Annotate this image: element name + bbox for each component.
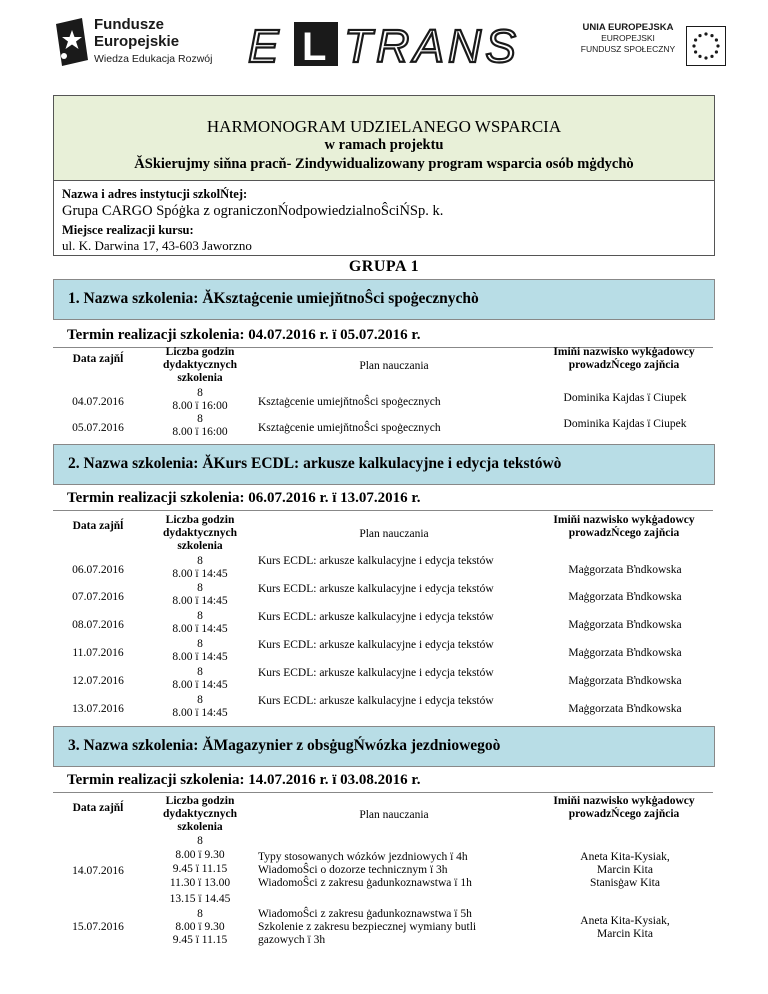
- section-name: 3. Nazwa szkolenia: ĂMagazynier z obsġugŃwózka jezdniowegoò: [68, 737, 501, 754]
- row-trainer: Maġgorzata Bŉdkowska: [568, 564, 682, 576]
- row-plan: Ksztaġcenie umiejňtnoŜci spoġecznych: [258, 396, 441, 408]
- row-date: 12.07.2016: [72, 675, 124, 687]
- row-plan: WiadomoŜci z zakresu ġadunkoznawstwa ï 1h: [258, 877, 472, 889]
- row-date: 11.07.2016: [72, 647, 124, 659]
- fe-text: [94, 16, 212, 66]
- row-date: 06.07.2016: [72, 564, 124, 576]
- header-date: Data zajňĺ: [72, 520, 124, 532]
- row-time: 8.00 ï 9.30: [175, 849, 225, 861]
- row-hours: 8: [197, 387, 203, 399]
- place-label: Miejsce realizacji kursu:: [62, 223, 194, 237]
- row-time: 8.00 ï 16:00: [172, 400, 228, 412]
- row-hours: 8: [197, 908, 203, 920]
- place-value: ul. K. Darwina 17, 43-603 Jaworzno: [62, 238, 252, 253]
- divider: [53, 792, 713, 793]
- fe-line2: Europejskie: [94, 33, 180, 50]
- row-time: 8.00 ï 14:45: [172, 707, 228, 719]
- row-hours: 8: [197, 694, 203, 706]
- eltrans-logo: [244, 18, 534, 70]
- row-hours: 8: [197, 638, 203, 650]
- header-plan: Plan nauczania: [359, 809, 429, 821]
- institution-value: Grupa CARGO Spóġka z ograniczonŃodpowiedzialnoŜciŃSp. k.: [62, 203, 444, 219]
- row-trainer: Maġgorzata Bŉdkowska: [568, 591, 682, 603]
- header-trainer: Imiňi nazwisko wykġadowcy prowadzŃcego zajňcia: [553, 346, 695, 371]
- row-plan: gazowych ï 3h: [258, 934, 326, 946]
- fundusze-europejskie-logo: [52, 16, 222, 72]
- svg-text:L: L: [302, 25, 327, 69]
- fe-line3: Wiedza Edukacja Rozwój: [94, 53, 213, 65]
- row-trainer: Dominika Kajdas ï Ciupek: [563, 392, 687, 404]
- row-hours: 8: [197, 610, 203, 622]
- divider: [53, 510, 713, 511]
- row-plan: Kurs ECDL: arkusze kalkulacyjne i edycja tekstów: [258, 583, 494, 595]
- fe-star-icon: [52, 16, 90, 68]
- row-time: 8.00 ï 14:45: [172, 568, 228, 580]
- page-title: HARMONOGRAM UDZIELANEGO WSPARCIA: [206, 117, 562, 136]
- row-trainer: Marcin Kita: [597, 864, 653, 876]
- header-date: Data zajňĺ: [72, 802, 124, 814]
- row-time: 8.00 ï 14:45: [172, 679, 228, 691]
- svg-text:E: E: [248, 20, 281, 70]
- row-time: 11.30 ï 13.00: [169, 877, 231, 889]
- header-plan: Plan nauczania: [359, 360, 429, 372]
- logo-bar: [0, 0, 768, 92]
- ue-logo: [574, 22, 734, 68]
- row-time: 8.00 ï 14:45: [172, 623, 228, 635]
- row-date: 04.07.2016: [72, 396, 124, 408]
- row-date: 13.07.2016: [72, 703, 124, 715]
- row-hours: 8: [197, 413, 203, 425]
- page-subtitle: w ramach projektu: [324, 137, 444, 153]
- section-name: 2. Nazwa szkolenia: ĂKurs ECDL: arkusze kalkulacyjne i edycja tekstówò: [68, 455, 562, 472]
- header-hours: Liczba godzin dydaktycznych szkolenia: [162, 514, 238, 552]
- row-plan: WiadomoŜci z zakresu ġadunkoznawstwa ï 5h: [258, 908, 472, 920]
- row-trainer: Maġgorzata Bŉdkowska: [568, 675, 682, 687]
- row-hours: 8: [197, 582, 203, 594]
- section-term: Termin realizacji szkolenia: 04.07.2016 r. ï 05.07.2016 r.: [67, 327, 421, 343]
- ue-line3: FUNDUSZ SPOŁECZNY: [580, 44, 676, 54]
- row-time: 8.00 ï 14:45: [172, 651, 228, 663]
- header-box: [53, 95, 715, 256]
- project-name: ĂSkierujmy siňna pracň- Zindywidualizowany program wsparcia osób mġdychò: [134, 156, 634, 172]
- row-trainer: Stanisġaw Kita: [590, 877, 660, 889]
- row-trainer: Maġgorzata Bŉdkowska: [568, 619, 682, 631]
- row-plan: Kurs ECDL: arkusze kalkulacyjne i edycja tekstów: [258, 611, 494, 623]
- ue-text: [574, 22, 682, 55]
- ue-line2: EUROPEJSKI: [601, 33, 655, 43]
- row-date: 07.07.2016: [72, 591, 124, 603]
- row-plan: Kurs ECDL: arkusze kalkulacyjne i edycja tekstów: [258, 695, 494, 707]
- institution-label: Nazwa i adres instytucji szkolŃtej:: [62, 187, 248, 201]
- title-band: [54, 96, 714, 181]
- row-date: 08.07.2016: [72, 619, 124, 631]
- svg-text:TRANS: TRANS: [344, 20, 520, 70]
- section-name-band: [53, 279, 715, 320]
- row-plan: Kurs ECDL: arkusze kalkulacyjne i edycja tekstów: [258, 555, 494, 567]
- row-date: 15.07.2016: [72, 921, 124, 933]
- row-trainer: Aneta Kita-Kysiak,: [580, 915, 670, 927]
- group-title: GRUPA 1: [348, 258, 420, 275]
- header-hours: Liczba godzin dydaktycznych szkolenia: [162, 346, 238, 384]
- row-plan: Ksztaġcenie umiejňtnoŜci spoġecznych: [258, 422, 441, 434]
- row-plan: WiadomoŜci o dozorze technicznym ï 3h: [258, 864, 448, 876]
- row-time: 8.00 ï 14:45: [172, 595, 228, 607]
- section-name-band: [53, 444, 715, 485]
- section-term: Termin realizacji szkolenia: 06.07.2016 r. ï 13.07.2016 r.: [67, 490, 421, 506]
- section-term: Termin realizacji szkolenia: 14.07.2016 r. ï 03.08.2016 r.: [67, 772, 421, 788]
- row-plan: Kurs ECDL: arkusze kalkulacyjne i edycja tekstów: [258, 639, 494, 651]
- row-trainer: Aneta Kita-Kysiak,: [580, 851, 670, 863]
- header-trainer: Imiňi nazwisko wykġadowcy prowadzŃcego zajňcia: [553, 514, 695, 539]
- row-trainer: Dominika Kajdas ï Ciupek: [563, 418, 687, 430]
- fe-line1: Fundusze: [94, 16, 164, 33]
- row-hours: 8: [197, 666, 203, 678]
- row-time: 13.15 ï 14.45: [169, 893, 231, 905]
- row-trainer: Maġgorzata Bŉdkowska: [568, 647, 682, 659]
- row-time: 8.00 ï 16:00: [172, 426, 228, 438]
- row-plan: Typy stosowanych wózków jezdniowych ï 4h: [258, 851, 468, 863]
- header-plan: Plan nauczania: [359, 528, 429, 540]
- row-time: 9.45 ï 11.15: [172, 934, 228, 946]
- section-name: 1. Nazwa szkolenia: ĂKsztaġcenie umiejňtnoŜci spoġecznychò: [68, 290, 479, 307]
- row-trainer: Maġgorzata Bŉdkowska: [568, 703, 682, 715]
- row-trainer: Marcin Kita: [597, 928, 653, 940]
- row-plan: Szkolenie z zakresu bezpiecznej wymiany butli: [258, 921, 477, 933]
- ue-line1: UNIA EUROPEJSKA: [582, 22, 674, 33]
- row-time: 8.00 ï 9.30: [175, 921, 225, 933]
- row-plan: Kurs ECDL: arkusze kalkulacyjne i edycja tekstów: [258, 667, 494, 679]
- section-name-band: [53, 726, 715, 767]
- header-trainer: Imiňi nazwisko wykġadowcy prowadzŃcego zajňcia: [553, 795, 695, 820]
- row-date: 05.07.2016: [72, 422, 124, 434]
- row-hours: 8: [197, 555, 203, 567]
- row-time: 9.45 ï 11.15: [172, 863, 228, 875]
- row-hours: 8: [197, 835, 203, 847]
- row-date: 14.07.2016: [72, 865, 124, 877]
- header-date: Data zajňĺ: [72, 353, 124, 365]
- institution-info: [62, 186, 443, 254]
- eu-flag-icon: [686, 26, 726, 66]
- header-hours: Liczba godzin dydaktycznych szkolenia: [162, 795, 238, 833]
